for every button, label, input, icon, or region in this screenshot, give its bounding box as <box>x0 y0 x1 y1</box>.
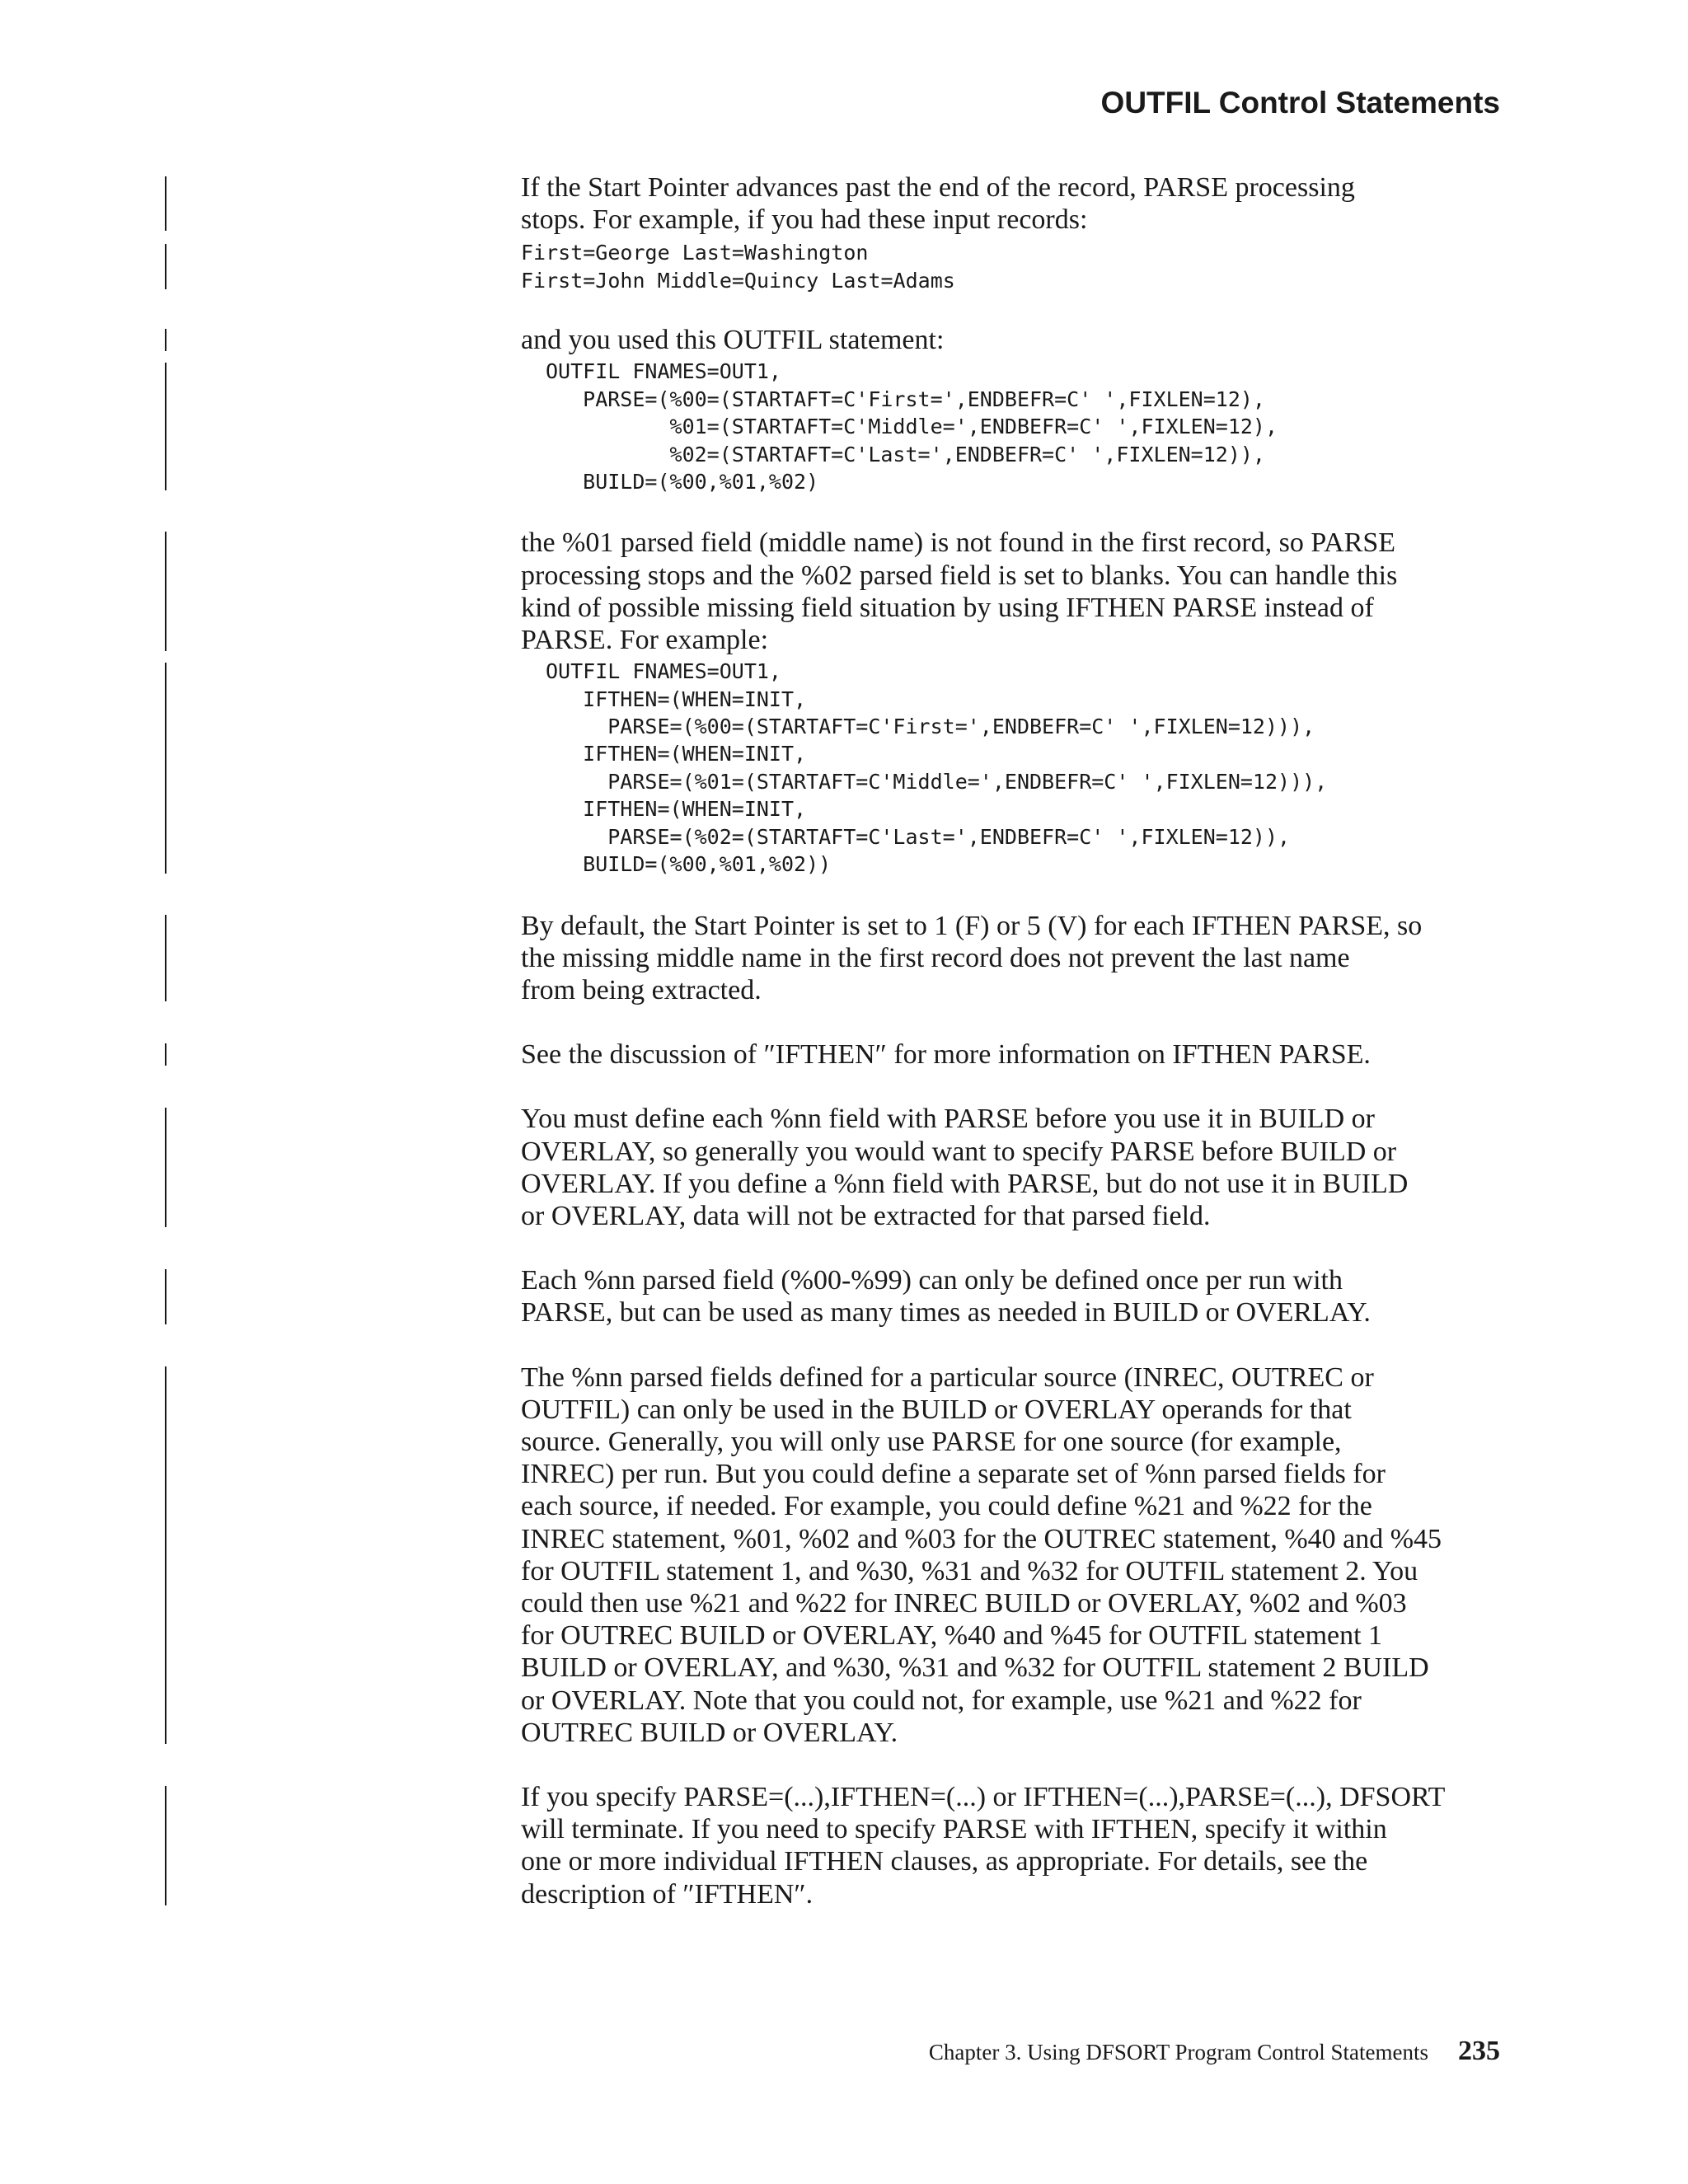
change-bar <box>165 915 166 1002</box>
paragraph-see-ifthen <box>521 1038 1510 1071</box>
code-listing: OUTFIL FNAMES=OUT1, IFTHEN=(WHEN=INIT, PARSE=(%00=(STARTAFT=C'First=',ENDBEFR=C' ',FIXLEN=12))), IFTHEN=(WHEN=INIT, PARSE=(%01=(STARTAFT=C'Middle=',ENDBEFR=C' ',FIXLEN=12))), IFTHEN=(WHEN=INIT, PARSE=(%02=(STARTAFT=C'Last=',ENDBEFR=C' ',FIXLEN=12)), BUILD=(%00,%01,%02)) <box>546 659 1328 877</box>
paragraph-define-before-use <box>521 1103 1510 1232</box>
paragraph-text: and you used this OUTFIL statement: <box>521 325 945 356</box>
page-footer <box>929 2036 1500 2067</box>
change-bar <box>165 532 166 651</box>
paragraph-terminate <box>521 1781 1510 1910</box>
paragraph-missing-field <box>521 527 1510 656</box>
change-bar <box>165 1108 166 1227</box>
code-example-input-records <box>521 239 1510 294</box>
paragraph-text: Each %nn parsed field (%00-%99) can only be defined once per run with PARSE, but can be used as many times as needed in BUILD or OVERLAY. <box>521 1265 1371 1329</box>
paragraph-per-source <box>521 1361 1510 1749</box>
paragraph-outfil-statement <box>521 324 1510 356</box>
paragraph-text: If the Start Pointer advances past the end of the record, PARSE processing stops. For example, if you had these input records: <box>521 172 1355 236</box>
change-bar <box>165 1269 166 1324</box>
change-bar <box>165 663 166 873</box>
change-bar <box>165 176 166 231</box>
change-bar <box>165 1786 166 1905</box>
paragraph-define-once <box>521 1264 1510 1329</box>
paragraph-text: You must define each %nn field with PARSE before you use it in BUILD or OVERLAY, so generally you would want to specify PARSE before BUILD or OVERLAY. If you define a %nn field with PARSE, but do not use it in BUILD or OVERLAY, data will not be extracted for that parsed field. <box>521 1104 1409 1231</box>
paragraph-text: The %nn parsed fields defined for a particular source (INREC, OUTREC or OUTFIL) can only be used in the BUILD or OVERLAY operands for that source. Generally, you will only use PARSE for one source (for example, INREC) per run. But you could define a separate set of %nn parsed fields for each source, if needed. For example, you could define %21 and %22 for the INREC statement, %01, %02 and %03 for the OUTREC statement, %40 and %45 for OUTFIL statement 1, and %30, %31 and %32 for OUTFIL statement 2. You could then use %21 and %22 for INREC BUILD or OVERLAY, %02 and %03 for OUTREC BUILD or OVERLAY, %40 and %45 for OUTFIL statement 1 BUILD or OVERLAY, and %30, %31 and %32 for OUTFIL statement 2 BUILD or OVERLAY. Note that you could not, for example, use %21 and %22 for OUTREC BUILD or OVERLAY. <box>521 1361 1442 1748</box>
paragraph-text: By default, the Start Pointer is set to 1 (F) or 5 (V) for each IFTHEN PARSE, so the missing middle name in the first record does not prevent the last name from being extracted. <box>521 910 1423 1005</box>
page-content <box>521 171 1510 1910</box>
page-number: 235 <box>1458 2036 1500 2066</box>
change-bar <box>165 1366 166 1744</box>
paragraph-start-pointer <box>521 171 1510 236</box>
paragraph-text: If you specify PARSE=(...),IFTHEN=(...) or IFTHEN=(...),PARSE=(...), DFSORT will terminate. If you need to specify PARSE with IFTHEN, specify it within one or more individual IFTHEN clauses, as appropriate. For details, see the description of ″IFTHEN″. <box>521 1781 1446 1910</box>
change-bar <box>165 329 166 351</box>
page-header-title: OUTFIL Control Statements <box>1100 86 1500 120</box>
paragraph-text: See the discussion of ″IFTHEN″ for more information on IFTHEN PARSE. <box>521 1039 1371 1071</box>
paragraph-default-start-pointer <box>521 910 1510 1007</box>
change-bar <box>165 363 166 490</box>
code-example-ifthen-parse <box>521 658 1510 878</box>
code-example-parse <box>521 358 1510 495</box>
paragraph-text: the %01 parsed field (middle name) is not found in the first record, so PARSE processing stops and the %02 parsed field is set to blanks. You can handle this kind of possible missing field situation by using IFTHEN PARSE instead of PARSE. For example: <box>521 527 1398 656</box>
code-listing: OUTFIL FNAMES=OUT1, PARSE=(%00=(STARTAFT=C'First=',ENDBEFR=C' ',FIXLEN=12), %01=(STARTAFT=C'Middle=',ENDBEFR=C' ',FIXLEN=12), %02=(STARTAFT=C'Last=',ENDBEFR=C' ',FIXLEN=12)), BUILD=(%00,%01,%02) <box>546 359 1278 494</box>
change-bar <box>165 1043 166 1066</box>
change-bar <box>165 244 166 289</box>
footer-chapter-title: Chapter 3. Using DFSORT Program Control Statements <box>928 2040 1428 2064</box>
code-listing: First=George Last=Washington First=John Middle=Quincy Last=Adams <box>521 241 955 293</box>
